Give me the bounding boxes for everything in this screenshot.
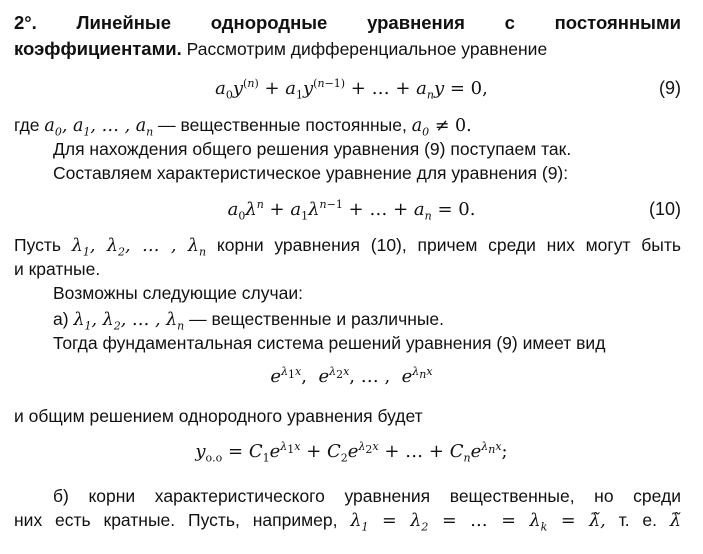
para-general: и общим решением однородного уравнения будет: [14, 406, 423, 426]
general-solution-subscript: о.о: [205, 451, 223, 465]
section-heading-line1: 2°. Линейные однородные уравнения с постоянными: [14, 12, 681, 33]
case-a-label: а): [53, 309, 69, 329]
case-b-prefix: них есть кратные. Пусть, например,: [14, 510, 338, 530]
case-b-line2: [14, 510, 681, 532]
para-let-line2: и кратные.: [14, 259, 101, 279]
para-let-suffix: корни уравнения (10), причем среди них могут быть: [216, 235, 681, 255]
para-cases: Возможны следующие случаи:: [53, 283, 303, 303]
para-system: Тогда фундаментальная система решений уравнения (9) имеет вид: [53, 333, 606, 353]
general-solution: $y_{о.о} = C_1e^{\lambda_1x} + C_2e^{\lambda_2x}$ + … + $C_ne^{\lambda_nx}$;: [195, 440, 508, 465]
section-heading-line2: [14, 38, 681, 60]
equation-9-number: (9): [659, 78, 681, 98]
para-where: [14, 115, 681, 137]
para-find: Для нахождения общего решения уравнения (9) поступаем так.: [53, 139, 572, 159]
roots-list: $\lambda_1$, $\lambda_2$, … , $\lambda_n$: [71, 236, 207, 259]
para-let-line1: [14, 235, 681, 257]
para-where-prefix: где: [14, 115, 40, 135]
equation-9-row: [0, 78, 703, 106]
equation-10-number: (10): [648, 199, 681, 219]
case-b-line1: б) корни характеристического уравнения вещественные, но среди: [53, 486, 681, 506]
coefficient-condition: $a_0 \ne 0$.: [411, 116, 472, 139]
equation-10: $a_0\lambda^n + a_1\lambda^{n-1}$ + … + $a_n = 0$.: [227, 198, 476, 223]
para-let-prefix: Пусть: [14, 235, 62, 255]
case-a-text: — вещественные и различные.: [189, 309, 445, 329]
coefficients-list: $a_0$, $a_1$, … , $a_n$: [44, 116, 154, 139]
general-solution-row: [0, 441, 703, 469]
equation-10-row: [0, 199, 703, 227]
fundamental-system-row: [0, 366, 703, 394]
multiple-roots-equality: $\lambda_1 = \lambda_2$ = … = $\lambda_k$ = λ̃,: [350, 511, 606, 534]
case-b-suffix: т. е.: [618, 510, 658, 530]
section-heading-tail: коэффициентами.: [14, 38, 182, 59]
fundamental-system: $e^{\lambda_1x}$, $e^{\lambda_2x}$, … , $e^{\lambda_nx}$: [270, 365, 433, 387]
para-where-middle: — вещественные постоянные,: [158, 115, 407, 135]
case-a-roots: $\lambda_1$, $\lambda_2$, … , $\lambda_n$: [73, 310, 185, 333]
para-compose: Составляем характеристическое уравнение для уравнения (9):: [53, 163, 569, 183]
intro-text: Рассмотрим дифференциальное уравнение: [186, 39, 548, 59]
equation-9: $a_0y^{(n)} + a_1y^{(n-1)}$ + … + $a_ny = 0$,: [215, 77, 488, 102]
case-b-tail-lambda: λ̃: [669, 511, 681, 531]
case-a: [53, 309, 681, 331]
